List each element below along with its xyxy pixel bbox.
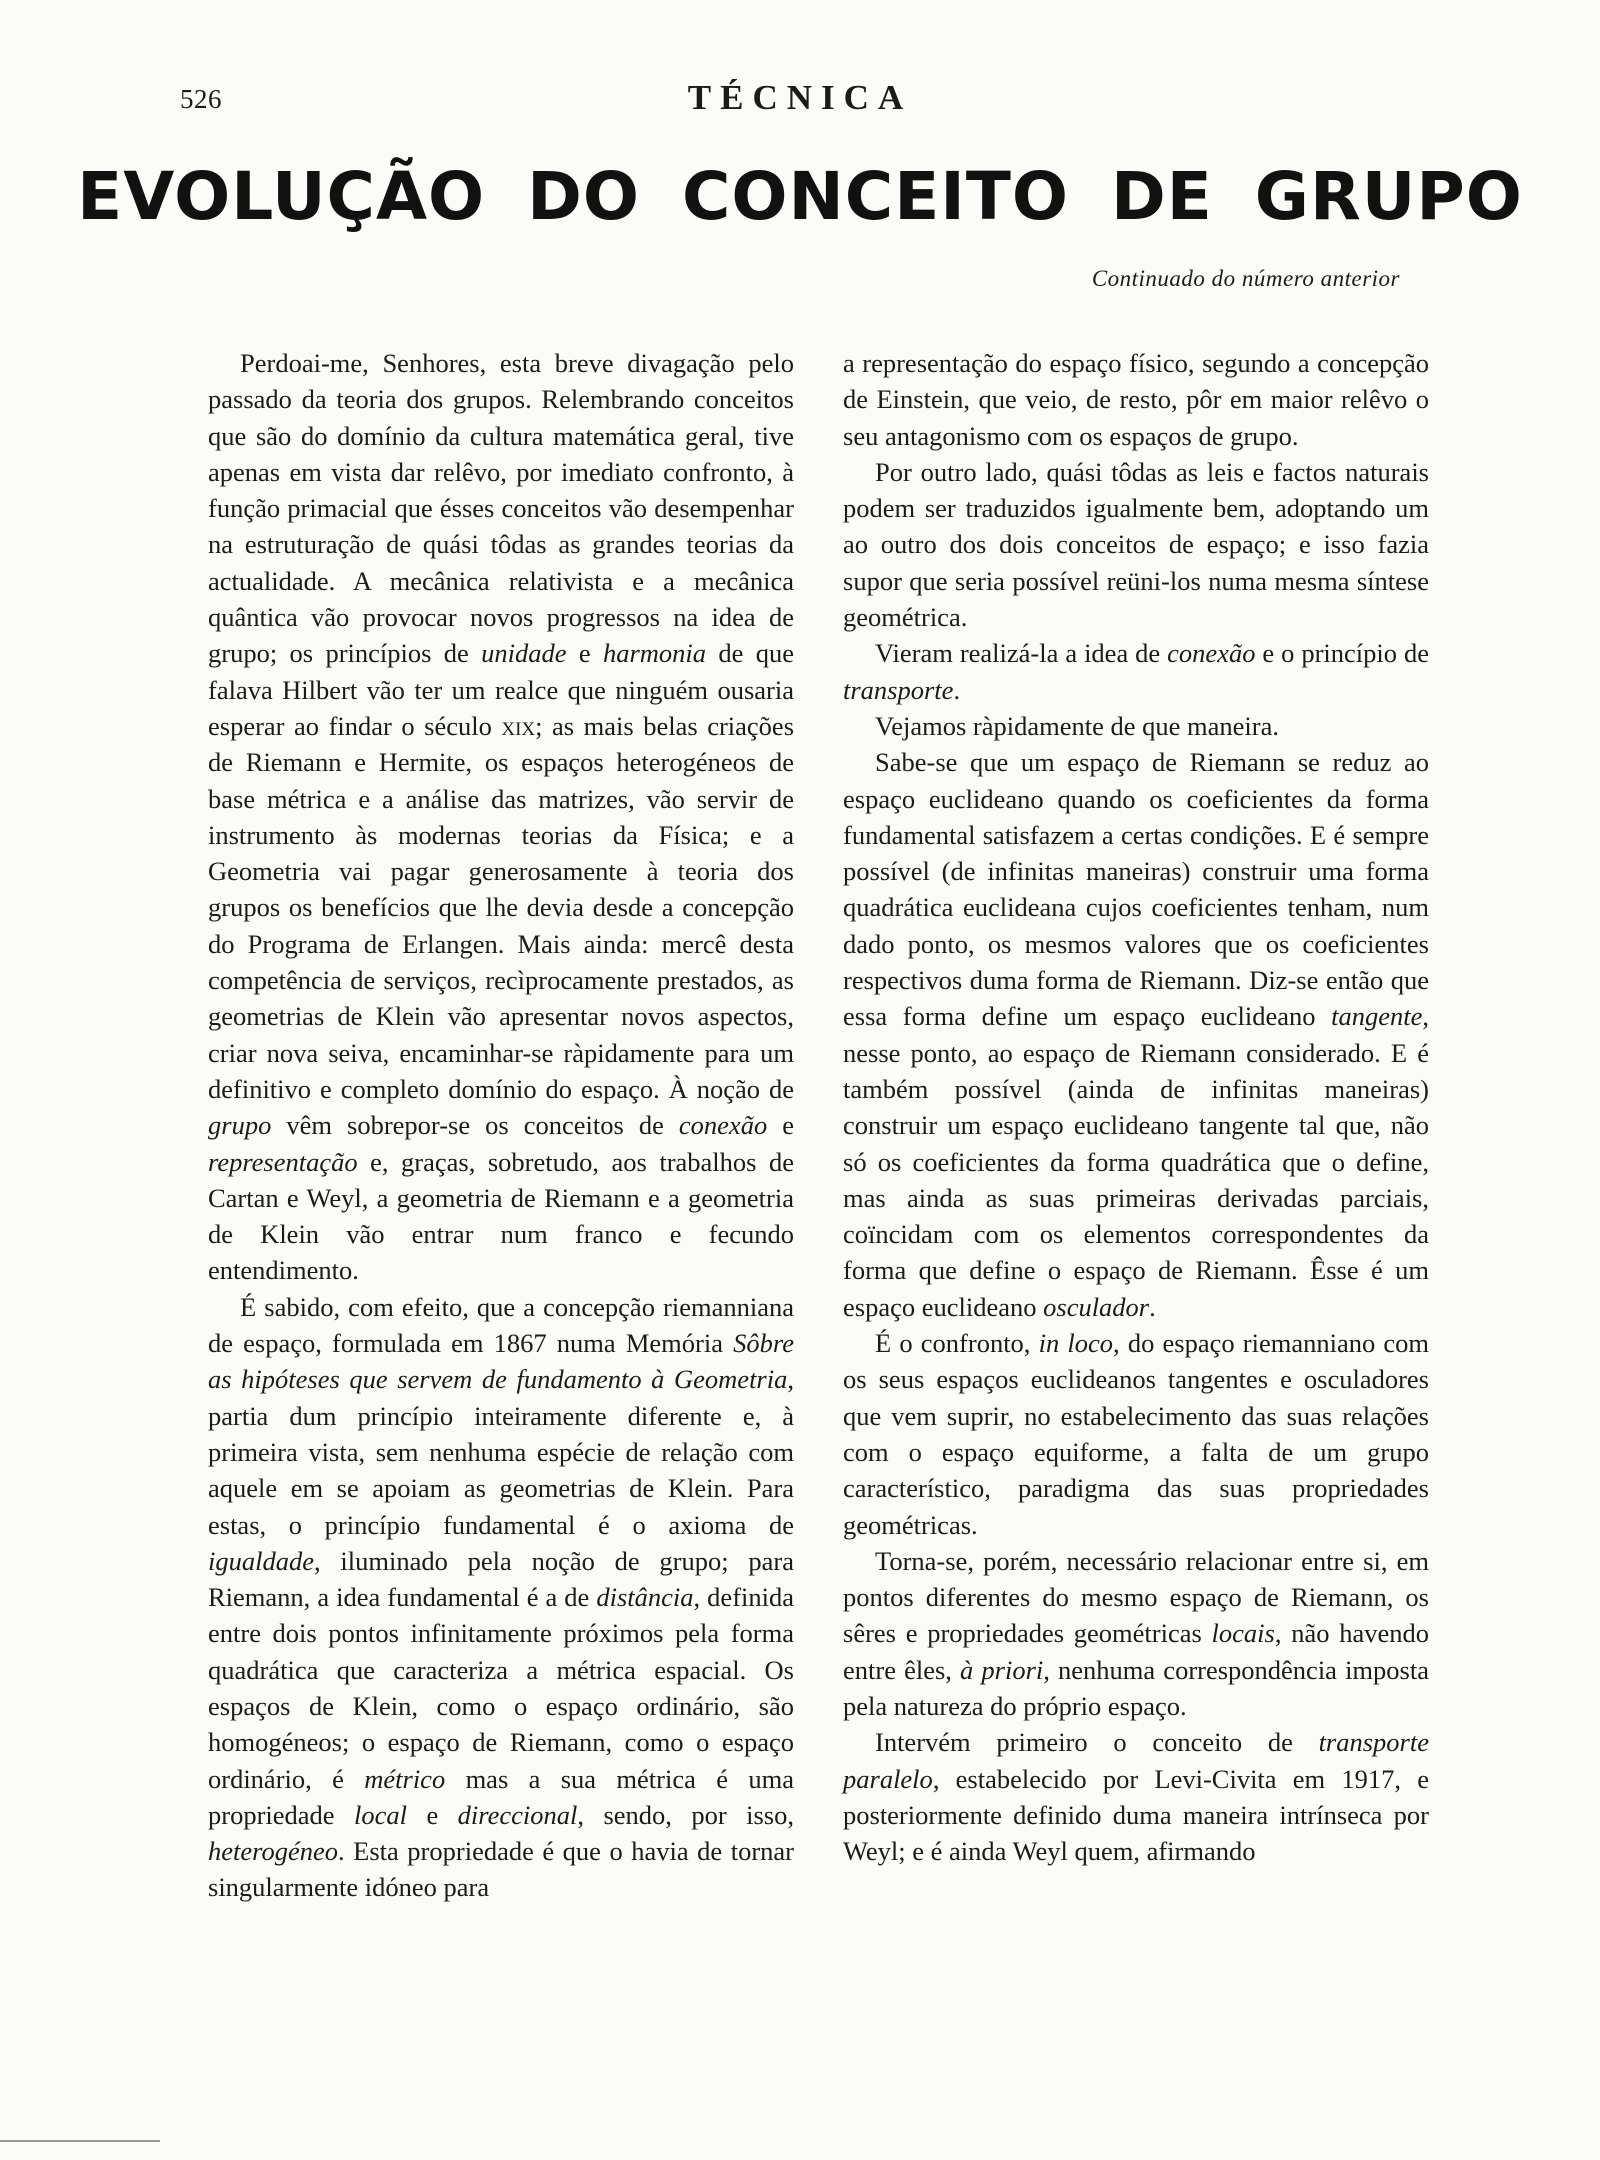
- paragraph: É o confronto, in loco, do espaço riemanniano com os seus espaços euclideanos tangentes e osculadores que vem suprir, no estabelecimento das suas relações com o espaço equiforme, a falta de um grupo característico, paradigma das suas propriedades geométricas.: [843, 1328, 1430, 1540]
- paragraph: Por outro lado, quási tôdas as leis e factos naturais podem ser traduzidos igualmente bem, adoptando um ao outro dos dois conceitos de espaço; e isso fazia supor que seria possível reüni-los numa mesma síntese geométrica.: [843, 456, 1429, 633]
- paragraph: a representação do espaço físico, segundo a concepção de Einstein, que veio, de resto, pôr em maior relêvo o seu antagonismo com os espaços de grupo.: [843, 348, 1429, 451]
- scan-artifact: [0, 2140, 160, 2142]
- page-number: 526: [180, 84, 222, 114]
- paragraph: Intervém primeiro o conceito de transporte paralelo, estabelecido por Levi-Civita em 1917, e posteriormente definido duma maneira intrínseca por Weyl; e é ainda Weyl quem, afirmando: [843, 1727, 1429, 1867]
- paragraph: Torna-se, porém, necessário relacionar entre si, em pontos diferentes do mesmo espaço de Riemann, os sêres e propriedades geométricas locais, não havendo entre êles, à priori, nenhuma correspondência imposta pela natureza do próprio espaço.: [843, 1545, 1429, 1721]
- left-column: [208, 345, 794, 1906]
- continued-note: Continuado do número anterior: [1091, 266, 1400, 291]
- paragraph: Perdoai-me, Senhores, esta breve divagação pelo passado da teoria dos grupos. Relembrando conceitos que são do domínio da cultura matemática geral, tive apenas em vista dar relêvo, por imediato confronto, à função primacial que ésses conceitos vão desempenhar na estruturação de quási tôdas as grandes teorias da actualidade. A mecânica relativista e a mecânica quântica vão provocar novos progressos na idea de grupo; os princípios de unidade e harmonia de que falava Hilbert vão ter um realce que ninguém ousaria esperar ao findar o século xix; as mais belas criações de Riemann e Hermite, os espaços heterogéneos de base métrica e a análise das matrizes, vão servir de instrumento às modernas teorias da Física; e a Geometria vai pagar generosamente à teoria dos grupos os benefícios que lhe devia desde a concepção do Programa de Erlangen. Mais ainda: mercê desta competência de serviços, recìprocamente prestados, as geometrias de Klein vão apresentar novos aspectos, criar nova seiva, encaminhar-se ràpidamente para um definitivo e completo domínio do espaço. À noção de grupo vêm sobrepor-se os conceitos de conexão e representação e, graças, sobretudo, aos trabalhos de Cartan e Weyl, a geometria de Riemann e a geometria de Klein vão entrar num franco e fecundo entendimento.: [208, 348, 795, 1286]
- paragraph: Vejamos ràpidamente de que maneira.: [875, 710, 1279, 741]
- paragraph: Sabe-se que um espaço de Riemann se reduz ao espaço euclideano quando os coeficientes da forma fundamental satisfazem a certas condições. E é sempre possível (de infinitas maneiras) construir uma forma quadrática euclideana cujos coeficientes tenham, num dado ponto, os mesmos valores que os coeficientes respectivos duma forma de Riemann. Diz-se então que essa forma define um espaço euclideano tangente, nesse ponto, ao espaço de Riemann considerado. E é também possível (ainda de infinitas maneiras) construir um espaço euclideano tangente tal que, não só os coeficientes da forma quadrática que o define, mas ainda as suas primeiras derivadas parciais, coïncidam com os elementos correspondentes da forma que define o espaço de Riemann. Êsse é um espaço euclideano osculador.: [843, 747, 1429, 1322]
- running-head: TÉCNICA: [687, 78, 913, 117]
- right-column: [843, 345, 1429, 1869]
- paragraph: Vieram realizá-la a idea de conexão e o princípio de transporte.: [843, 638, 1430, 705]
- paragraph: É sabido, com efeito, que a concepção riemanniana de espaço, formulada em 1867 numa Memória Sôbre as hipóteses que servem de fundamento à Geometria, partia dum princípio inteiramente diferente e, à primeira vista, sem nenhuma espécie de relação com aquele em se apoiam as geometrias de Klein. Para estas, o princípio fundamental é o axioma de igualdade, iluminado pela noção de grupo; para Riemann, a idea fundamental é a de distância, definida entre dois pontos infinitamente próximos pela forma quadrática que caracteriza a métrica espacial. Os espaços de Klein, como o espaço ordinário, são homogéneos; o espaço de Riemann, como o espaço ordinário, é métrico mas a sua métrica é uma propriedade local e direccional, sendo, por isso, heterogéneo. Esta propriedade é que o havia de tornar singularmente idóneo para: [208, 1291, 795, 1903]
- article-title: EVOLUÇÃO DO CONCEITO DE GRUPO: [77, 158, 1523, 235]
